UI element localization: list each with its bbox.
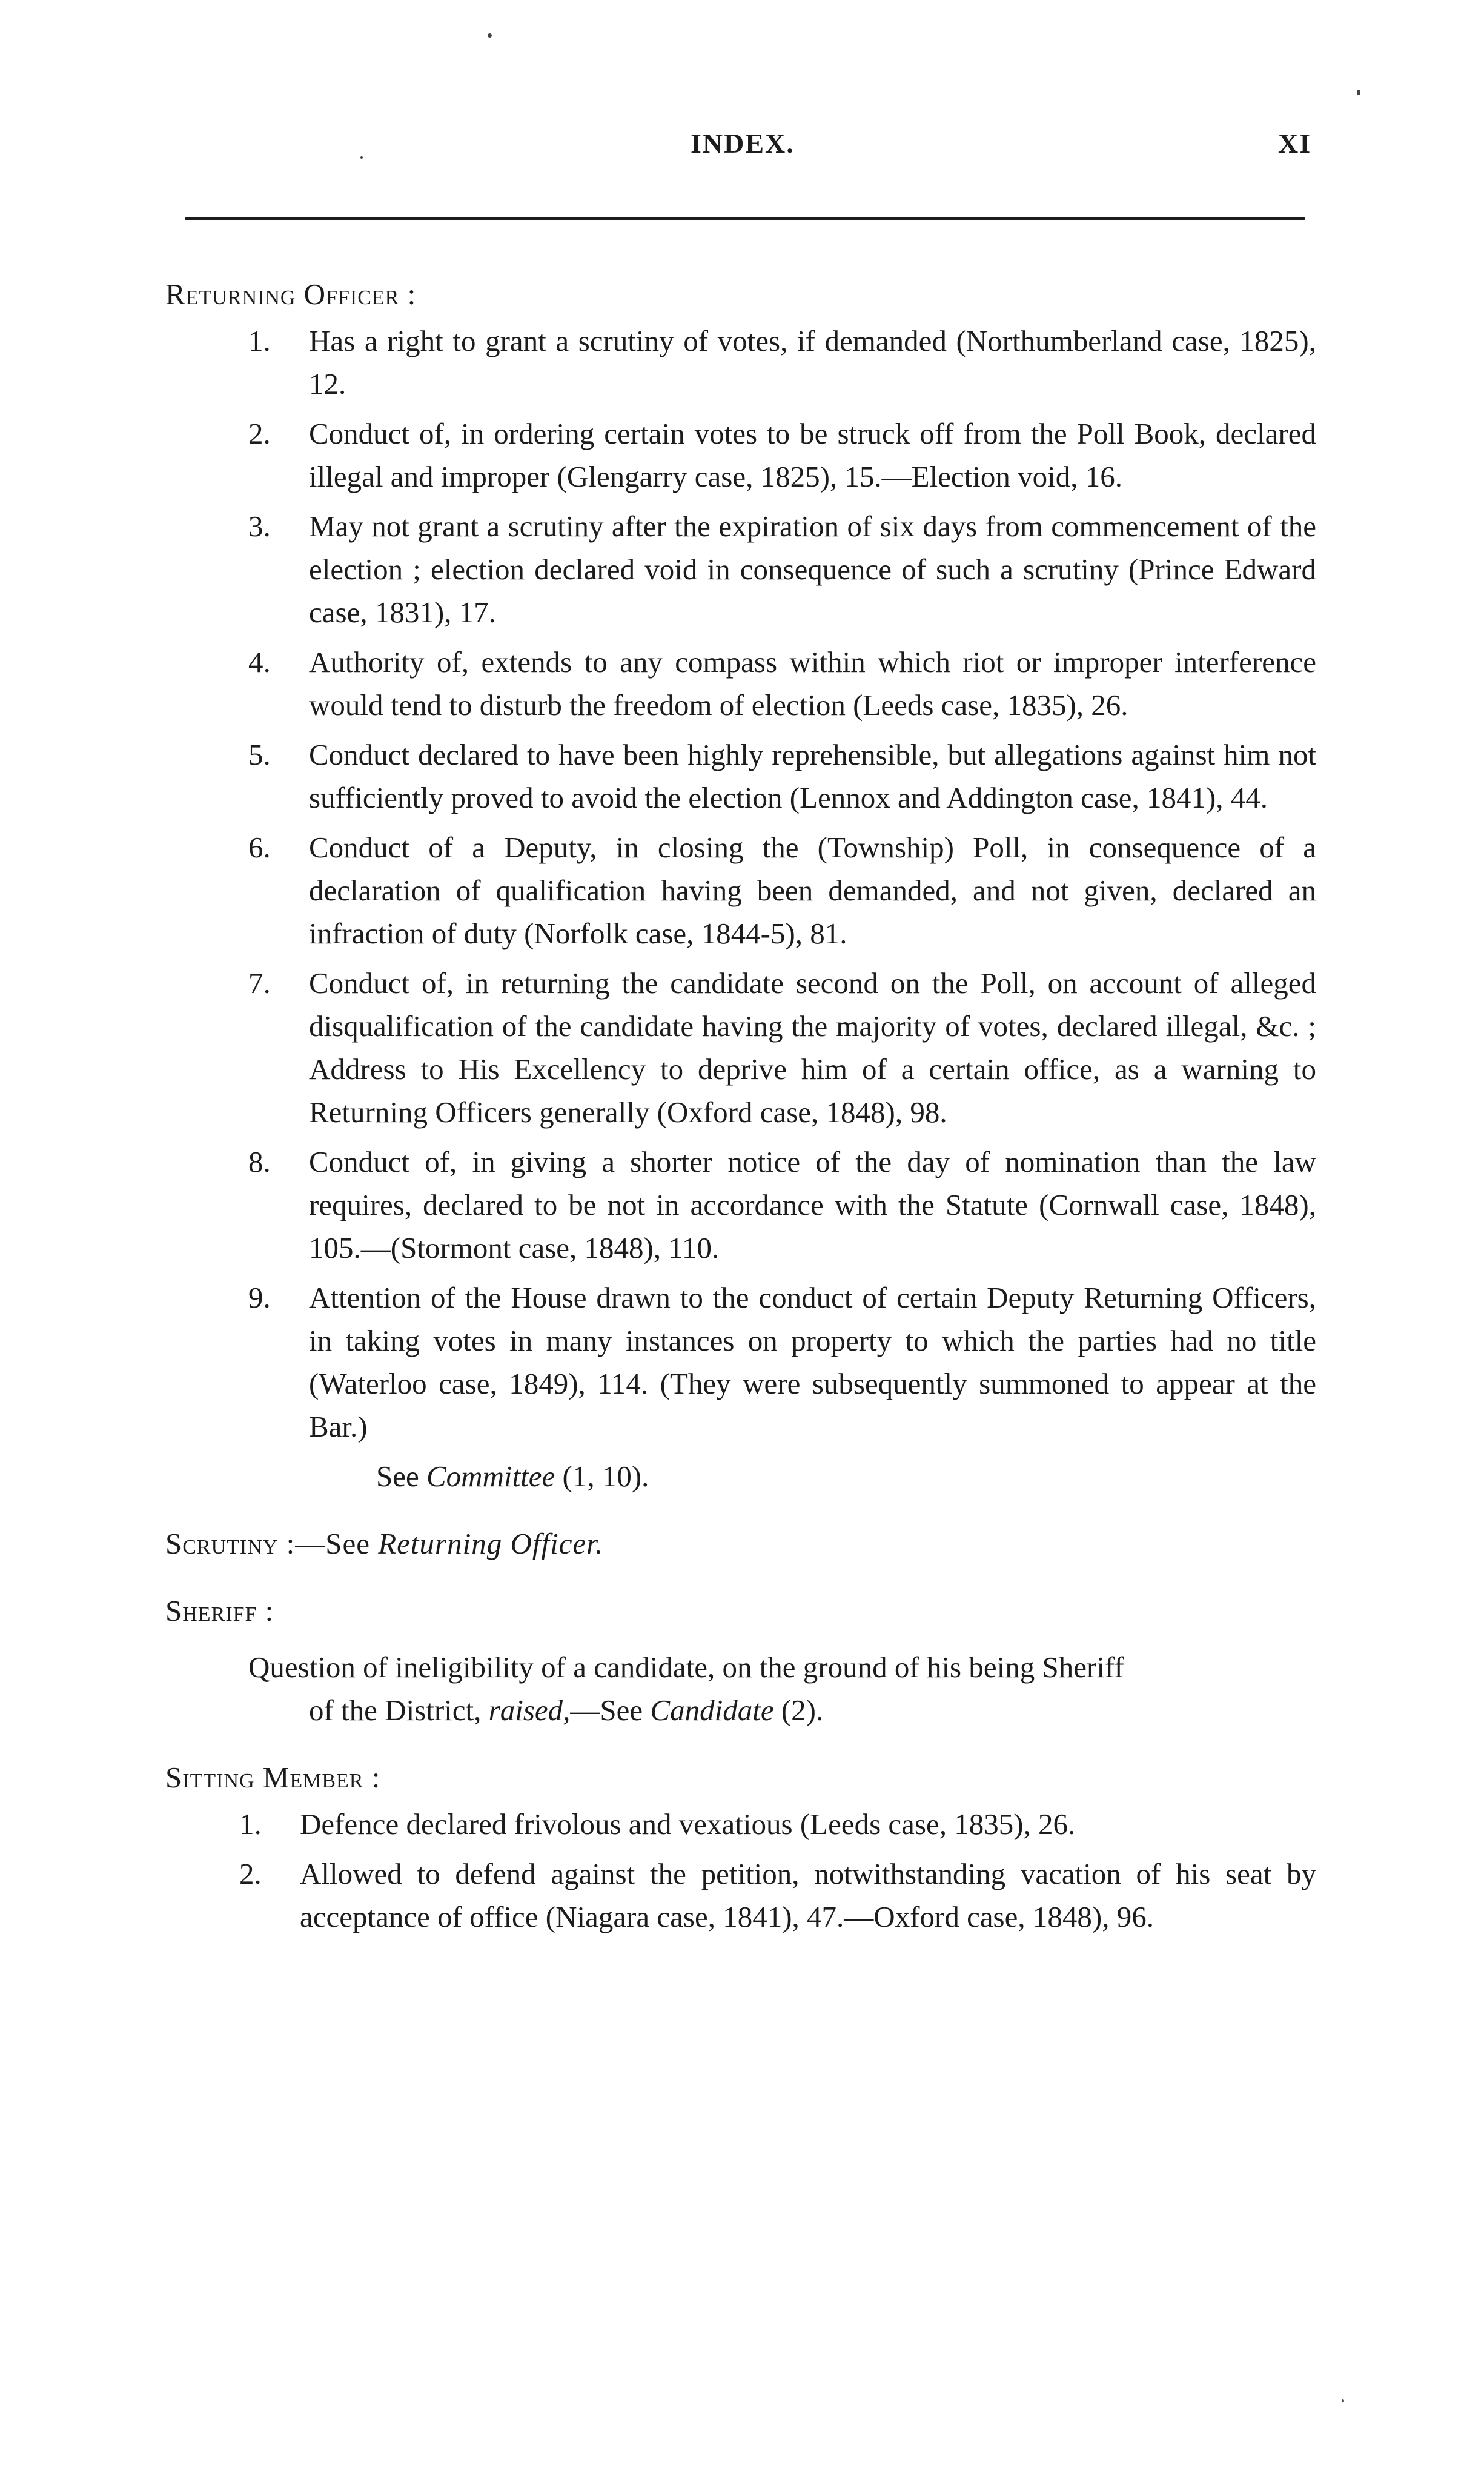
subentry (165, 962, 1316, 1134)
see-label: See (376, 1460, 426, 1493)
index-heading: Sheriff : (165, 1594, 274, 1627)
spacer (165, 1732, 1316, 1756)
subentry-text: Conduct of, in ordering certain votes to be struck off from the Poll Book, declared illegal and improper (Glengarry case, 1825), 15.—Election void, 16. (309, 417, 1316, 493)
italic-term: raised, (488, 1693, 571, 1727)
see-label: —See (570, 1693, 651, 1727)
subentry (165, 1852, 1316, 1938)
cross-reference-target: Candidate (650, 1693, 774, 1727)
index-heading: Returning Officer : (165, 277, 417, 311)
subentry (165, 412, 1316, 498)
subentry-list (165, 1803, 1316, 1938)
subentry-number: 4. (248, 645, 271, 679)
subentry-number: 3. (248, 510, 271, 543)
index-heading: Scrutiny (165, 1527, 279, 1560)
spacer (165, 1498, 1316, 1522)
subentry (165, 733, 1316, 819)
scan-speck (1357, 90, 1360, 95)
subentry-number: 5. (248, 738, 271, 771)
subentry-number: 1. (248, 324, 271, 357)
spacer (165, 1632, 1316, 1646)
index-entry-sheriff (165, 1589, 1316, 1732)
index-entry-scrutiny (165, 1522, 1316, 1565)
text-fragment: of the District, (309, 1693, 489, 1727)
index-paragraph (165, 1646, 1316, 1732)
subentry-text: Conduct of a Deputy, in closing the (Township) Poll, in consequence of a declaration of qualification having been demanded, and not given, declared an infraction of duty (Norfolk case, 1844-5), 81. (309, 831, 1316, 950)
index-content (165, 273, 1316, 1945)
cross-reference-suffix: (2). (773, 1693, 824, 1727)
subentry-list (165, 319, 1316, 1448)
see-label: :—See (278, 1527, 379, 1560)
index-entry-sitting-member (165, 1756, 1316, 1938)
subentry-number: 9. (248, 1281, 271, 1314)
subentry-number: 7. (248, 966, 271, 1000)
subentry-number: 2. (239, 1857, 262, 1890)
subentry (165, 1276, 1316, 1448)
subentry-number: 2. (248, 417, 271, 450)
subentry-text: Attention of the House drawn to the conduct of certain Deputy Returning Officers, in taking votes in many instances on property to which the parties had no title (Waterloo case, 1849), 114. (They were subsequently summoned to appear at the Bar.) (309, 1281, 1316, 1443)
page-title: INDEX. (691, 128, 795, 159)
subentry-text: Conduct of, in returning the candidate second on the Poll, on account of alleged disqualification of the candidate having the majority of votes, declared illegal, &c. ; Address to His Excellency to deprive him of a certain office, as a warning to Returning Officers generally (Oxford case, 1848), 98. (309, 966, 1316, 1129)
cross-reference-target: Returning Officer. (378, 1527, 604, 1560)
cross-reference (165, 1455, 1316, 1498)
subentry-text: Has a right to grant a scrutiny of votes, if demanded (Northumberland case, 1825), 12. (309, 324, 1316, 400)
subentry-text: Conduct of, in giving a shorter notice of the day of nomination than the law requires, declared to be not in accordance with the Statute (Cornwall case, 1848), 105.—(Stormont case, 1848), 110. (309, 1145, 1316, 1264)
index-entry-returning-officer (165, 273, 1316, 1498)
subentry (165, 1803, 1316, 1846)
subentry-text: Conduct declared to have been highly reprehensible, but allegations against him not sufficiently proved to avoid the election (Lennox and Addington case, 1841), 44. (309, 738, 1316, 814)
cross-reference-suffix: (1, 10). (555, 1460, 649, 1493)
subentry (165, 826, 1316, 955)
subentry-number: 8. (248, 1145, 271, 1178)
subentry-number: 6. (248, 831, 271, 864)
subentry (165, 640, 1316, 726)
subentry-text: Allowed to defend against the petition, notwithstanding vacation of his seat by acceptance of office (Niagara case, 1841), 47.—Oxford case, 1848), 96. (300, 1857, 1316, 1933)
subentry (165, 1140, 1316, 1269)
subentry-text: Defence declared frivolous and vexatious (Leeds case, 1835), 26. (300, 1807, 1076, 1841)
cross-reference-target: Committee (426, 1460, 555, 1493)
scan-speck (1342, 2399, 1344, 2402)
index-heading: Sitting Member : (165, 1761, 381, 1794)
scan-speck (488, 33, 492, 38)
index-line (165, 1522, 1316, 1565)
header-rule (185, 217, 1305, 220)
paragraph-line: Question of ineligibility of a candidate, on the ground of his being Sheriff (248, 1650, 1124, 1684)
scan-speck (360, 156, 363, 159)
subentry-text: Authority of, extends to any compass within which riot or improper interference would tend to disturb the freedom of election (Leeds case, 1835), 26. (309, 645, 1316, 722)
subentry (165, 505, 1316, 634)
subentry-number: 1. (239, 1807, 262, 1841)
spacer (165, 1565, 1316, 1589)
running-head (0, 127, 1484, 164)
page-number: XI (1278, 128, 1312, 159)
paragraph-line (248, 1689, 1316, 1732)
subentry (165, 319, 1316, 405)
subentry-text: May not grant a scrutiny after the expiration of six days from commencement of the election ; election declared void in consequence of such a scrutiny (Prince Edward case, 1831), 17. (309, 510, 1316, 629)
